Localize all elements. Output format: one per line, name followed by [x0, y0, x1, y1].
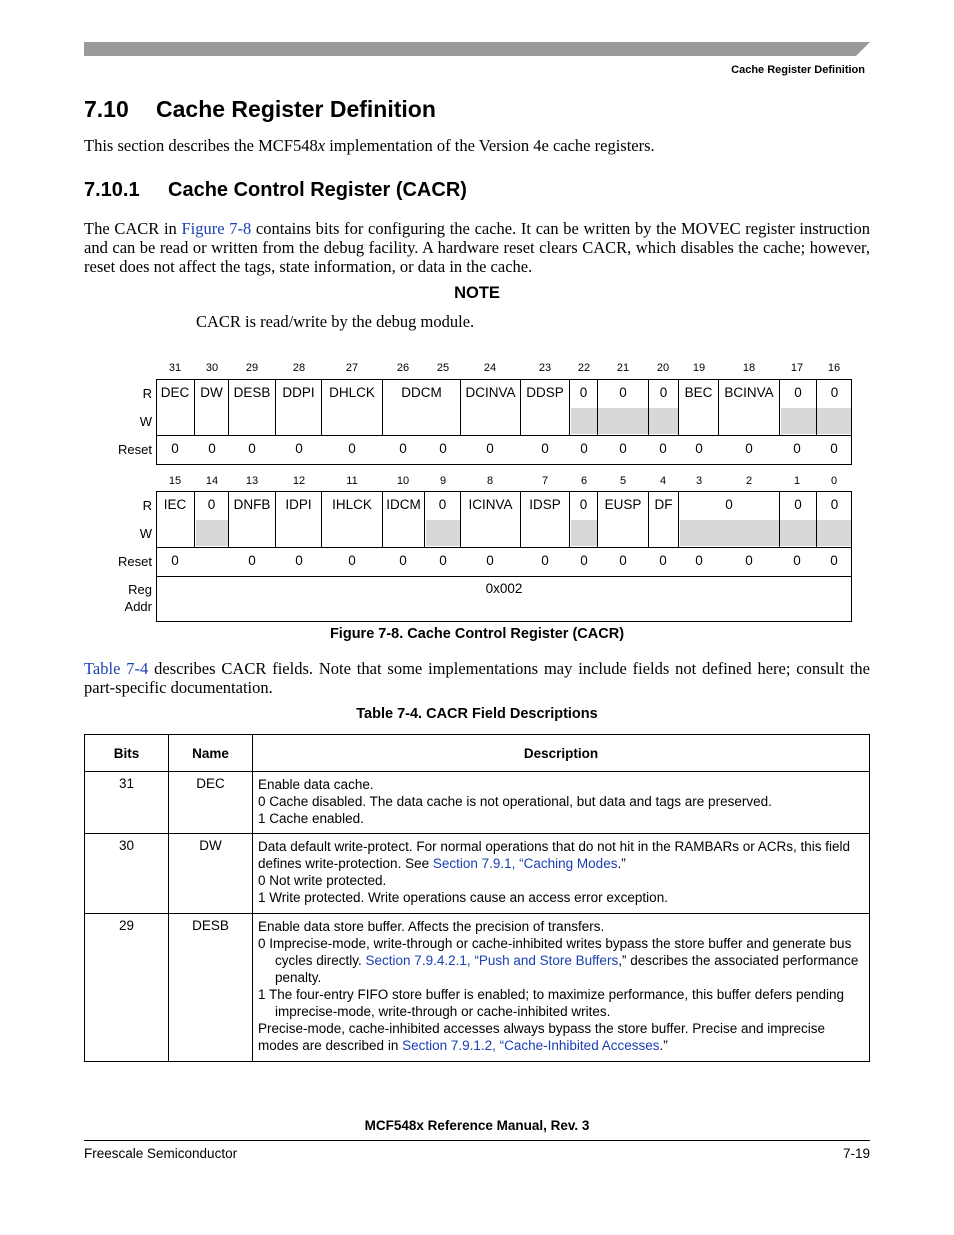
desc-line [258, 935, 863, 986]
upper-field-0: 0 [780, 380, 817, 407]
intro-text: This section describes the MCF548 [84, 136, 318, 155]
upper-field-dcinva: DCINVA [461, 380, 521, 407]
upper-field-dec: DEC [156, 380, 195, 407]
bit-27: 27 [345, 362, 359, 374]
lower-reset-value: 0 [745, 553, 753, 568]
lower-w-divider [779, 519, 780, 547]
desc-text: ,” describes the associated performance penalty. [275, 953, 859, 985]
lower-field-0: 0 [425, 492, 461, 519]
lower-w-divider [275, 519, 276, 547]
bit-21: 21 [616, 362, 630, 374]
cell-description [253, 914, 870, 1062]
lower-w-divider [678, 519, 679, 547]
header-name: Name [169, 735, 253, 772]
lower-field-0: 0 [195, 492, 229, 519]
footer-rule [84, 1140, 870, 1141]
upper-reset-value: 0 [830, 441, 838, 456]
desc-line: 1 Write protected. Write operations cause an access error exception. [258, 890, 668, 905]
row-label-addr: Addr [124, 599, 152, 614]
intro-text-end: implementation of the Version 4e cache registers. [325, 136, 655, 155]
cacr-field-table [84, 734, 870, 1062]
upper-w-divider [816, 407, 817, 435]
row-label-reset-lower: Reset [118, 554, 152, 569]
lower-divider [156, 547, 852, 548]
upper-field-desb: DESB [229, 380, 276, 407]
header-bits: Bits [85, 735, 169, 772]
lower-field-0: 0 [780, 492, 817, 519]
desc-line: 1 Cache enabled. [258, 811, 364, 826]
row-label-r-lower: R [142, 498, 152, 513]
lower-w-divider [460, 519, 461, 547]
upper-reset-value: 0 [793, 441, 801, 456]
table-header-row [85, 735, 870, 772]
lower-reset-value: 0 [348, 553, 356, 568]
lower-w-divider [382, 519, 383, 547]
desc-line: 1 The four-entry FIFO store buffer is enabled; to maximize performance, this buffer defers pending imprecise-mode, write-through or cache-inhibited writes. [258, 987, 845, 1019]
para-text-end: contains bits for configuring the cache. It can be written by the MOVEC register instruction and can be read or written from the debug facility. A hardware reset clears CACR, which disables the cache; however, reset does not affect the tags, state information, or data in the cache. [84, 219, 870, 276]
upper-w-divider [194, 407, 195, 435]
bit-13: 13 [245, 475, 259, 487]
lower-w-divider [194, 519, 195, 547]
lower-w-divider [569, 519, 570, 547]
desc-text: .” [659, 1038, 668, 1053]
upper-reset-value: 0 [439, 441, 447, 456]
upper-reset-value: 0 [659, 441, 667, 456]
bit-30: 30 [205, 362, 219, 374]
upper-field-ddsp: DDSP [521, 380, 570, 407]
subsection-title: Cache Control Register (CACR) [168, 179, 467, 201]
desc-line: Enable data store buffer. Affects the precision of transfers. [258, 919, 605, 934]
row-label-reset: Reset [118, 442, 152, 457]
subsection-heading [84, 179, 467, 202]
intro-variable: x [317, 136, 326, 155]
upper-reset-value: 0 [580, 441, 588, 456]
subsection-number: 7.10.1 [84, 179, 140, 201]
lower-reset-value: 0 [171, 553, 179, 568]
lower-w-divider [648, 519, 649, 547]
lower-reserved-write [426, 520, 460, 546]
desc-line: Enable data cache. [258, 777, 374, 792]
header-description: Description [253, 735, 870, 772]
footer-company: Freescale Semiconductor [84, 1146, 238, 1161]
lower-w-divider [520, 519, 521, 547]
lower-reset-value: 0 [399, 553, 407, 568]
bit-16: 16 [827, 362, 841, 374]
upper-field-ddcm: DDCM [383, 380, 461, 407]
lower-field-idcm: IDCM [383, 492, 425, 519]
lower-reserved-write [571, 520, 597, 546]
lower-reserved-write [680, 520, 851, 546]
bit-0: 0 [830, 475, 838, 487]
bit-28: 28 [292, 362, 306, 374]
upper-w-divider [520, 407, 521, 435]
bit-6: 6 [580, 475, 588, 487]
upper-reset-value: 0 [171, 441, 179, 456]
row-label-r: R [142, 386, 152, 401]
desc-text: .” [617, 856, 626, 871]
bit-3: 3 [695, 475, 703, 487]
upper-field-0: 0 [598, 380, 649, 407]
cell-bits: 30 [85, 834, 169, 914]
bit-5: 5 [619, 475, 627, 487]
table-intro-paragraph [84, 659, 870, 697]
upper-w-divider [779, 407, 780, 435]
bit-26: 26 [396, 362, 410, 374]
lower-reset-value: 0 [295, 553, 303, 568]
cell-bits: 29 [85, 914, 169, 1062]
upper-w-divider [275, 407, 276, 435]
section-heading [84, 96, 436, 123]
lower-field-idsp: IDSP [521, 492, 570, 519]
page-number: 7-19 [842, 1146, 870, 1161]
upper-w-divider [321, 407, 322, 435]
lower-reset-value: 0 [580, 553, 588, 568]
lower-reset-value: 0 [793, 553, 801, 568]
upper-reset-value: 0 [248, 441, 256, 456]
upper-reset-value: 0 [486, 441, 494, 456]
section-intro [84, 136, 870, 156]
lower-field-df: DF [649, 492, 679, 519]
lower-field-iec: IEC [156, 492, 195, 519]
upper-field-0: 0 [830, 385, 839, 400]
table-row [85, 772, 870, 834]
upper-w-divider [569, 407, 570, 435]
desc-line [258, 1020, 863, 1054]
lower-reset-value: 0 [541, 553, 549, 568]
bit-11: 11 [346, 475, 358, 487]
lower-reset-value: 0 [830, 553, 838, 568]
desc-line [258, 838, 863, 872]
desc-line: 0 Cache disabled. The data cache is not operational, but data and tags are preserved. [258, 794, 772, 809]
lower-reset-value: 0 [619, 553, 627, 568]
bit-12: 12 [292, 475, 306, 487]
note-label: NOTE [454, 284, 500, 302]
cell-description [253, 834, 870, 914]
row-label-w: W [139, 414, 152, 429]
row-label-w-lower: W [139, 526, 152, 541]
upper-reset-value: 0 [399, 441, 407, 456]
bit-10: 10 [396, 475, 410, 487]
lower-reserved-write [196, 520, 228, 546]
upper-reserved-write [571, 408, 678, 434]
upper-w-divider [648, 407, 649, 435]
lower-reset-value: 0 [439, 553, 447, 568]
upper-reset-value: 0 [208, 441, 216, 456]
lower-w-divider [597, 519, 598, 547]
bit-1: 1 [793, 475, 801, 487]
upper-field-bcinva: BCINVA [719, 380, 780, 407]
running-head: Cache Register Definition [731, 64, 865, 76]
lower-w-divider [228, 519, 229, 547]
bit-4: 4 [659, 475, 667, 487]
cell-name: DW [169, 834, 253, 914]
upper-w-divider [228, 407, 229, 435]
lower-field-0: 0 [830, 497, 839, 512]
table-row [85, 834, 870, 914]
section-number: 7.10 [84, 96, 129, 122]
section-title: Cache Register Definition [156, 96, 436, 122]
lower-field-idpi: IDPI [276, 492, 322, 519]
para-text: The CACR in [84, 219, 182, 238]
reg-addr-divider [156, 576, 852, 577]
upper-w-divider [678, 407, 679, 435]
bit-24: 24 [483, 362, 497, 374]
cache-inhibited-link[interactable]: Section 7.9.1.2, “Cache-Inhibited Accesses [402, 1038, 660, 1053]
reg-address-value: 0x002 [485, 581, 523, 596]
bit-9: 9 [439, 475, 447, 487]
desc-line: 0 Not write protected. [258, 873, 387, 888]
upper-field-dhlck: DHLCK [322, 380, 383, 407]
upper-field-0: 0 [649, 380, 679, 407]
desc-text: Precise-mode, cache-inhibited accesses always bypass the store buffer. Precise and imprecise modes are described in [258, 1021, 826, 1053]
upper-reset-value: 0 [295, 441, 303, 456]
lower-w-divider [424, 519, 425, 547]
upper-reset-value: 0 [745, 441, 753, 456]
bit-31: 31 [168, 362, 182, 374]
lower-w-divider [321, 519, 322, 547]
upper-divider [156, 435, 852, 436]
upper-field-ddpi: DDPI [276, 380, 322, 407]
upper-field-0: 0 [570, 380, 598, 407]
caching-modes-link[interactable]: Section 7.9.1, “Caching Modes [432, 856, 618, 871]
bit-19: 19 [692, 362, 706, 374]
figure-link[interactable]: Figure 7-8 [181, 219, 252, 238]
cell-description [253, 772, 870, 834]
upper-reset-value: 0 [695, 441, 703, 456]
note-text: CACR is read/write by the debug module. [196, 312, 475, 331]
bit-22: 22 [577, 362, 591, 374]
lower-field-0: 0 [570, 492, 598, 519]
bit-15: 15 [168, 475, 182, 487]
bit-14: 14 [205, 475, 219, 487]
bit-2: 2 [745, 475, 753, 487]
upper-reset-value: 0 [619, 441, 627, 456]
lower-reset-value: 0 [248, 553, 256, 568]
lower-field-dnfb: DNFB [229, 492, 276, 519]
lower-w-divider [816, 519, 817, 547]
upper-w-divider [718, 407, 719, 435]
bit-20: 20 [656, 362, 670, 374]
upper-reset-value: 0 [541, 441, 549, 456]
upper-field-bec: BEC [679, 380, 719, 407]
desc-text: 0 Imprecise-mode, write-through or cache-inhibited writes bypass the store buffer and generate bus cycles directly. [258, 936, 852, 968]
upper-w-divider [460, 407, 461, 435]
bit-17: 17 [790, 362, 804, 374]
lower-reset-value: 0 [486, 553, 494, 568]
push-store-buffers-link[interactable]: Section 7.9.4.2.1, “Push and Store Buffers [365, 953, 619, 968]
figure-caption: Figure 7-8. Cache Control Register (CACR) [329, 626, 625, 642]
bit-23: 23 [538, 362, 552, 374]
cell-name: DESB [169, 914, 253, 1062]
cell-bits: 31 [85, 772, 169, 834]
para2-text: describes CACR fields. Note that some implementations may include fields not defined here; consult the part-specific documentation. [84, 659, 870, 697]
lower-field-eusp: EUSP [598, 492, 649, 519]
table-caption: Table 7-4. CACR Field Descriptions [356, 706, 598, 722]
header-bar [84, 42, 870, 56]
desc-text: Data default write-protect. For normal operations that do not hit in the RAMBARs or ACRs, this field defines write-protection. See [258, 839, 851, 871]
lower-reset-value: 0 [659, 553, 667, 568]
bit-29: 29 [245, 362, 259, 374]
bit-8: 8 [486, 475, 494, 487]
table-link[interactable]: Table 7-4 [84, 659, 149, 678]
cacr-paragraph [84, 219, 870, 276]
bit-7: 7 [541, 475, 549, 487]
lower-field-icinva: ICINVA [461, 492, 521, 519]
lower-reset-value: 0 [695, 553, 703, 568]
upper-w-divider [382, 407, 383, 435]
lower-field-0: 0 [679, 492, 780, 519]
bit-25: 25 [436, 362, 450, 374]
table-row [85, 914, 870, 1062]
upper-w-divider [597, 407, 598, 435]
upper-reset-value: 0 [348, 441, 356, 456]
upper-field-dw: DW [195, 380, 229, 407]
row-label-reg: Reg [128, 582, 152, 597]
bit-18: 18 [742, 362, 756, 374]
cell-name: DEC [169, 772, 253, 834]
footer-title: MCF548x Reference Manual, Rev. 3 [364, 1118, 590, 1133]
lower-field-ihlck: IHLCK [322, 492, 383, 519]
